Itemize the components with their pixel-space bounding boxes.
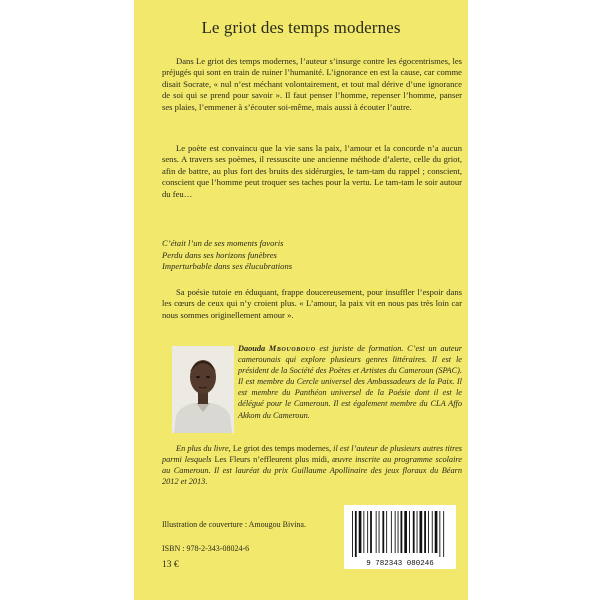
- barcode-graphic: [344, 505, 456, 569]
- barcode-bar: [382, 511, 384, 553]
- back-cover: [134, 0, 468, 600]
- price: 13 €: [162, 560, 179, 570]
- barcode-bar: [391, 511, 392, 553]
- author-bio-text: C’est un auteur camerounais qui explore plusieurs genres littéraires. Il est le président de la Société des Poètes et Artistes du Cameroun (SPAC). Il est membre du Cercle universel des Ambassadeurs de la Paix. Il est membre du Panthéon universel de la Poésie dont il est le délégué pour le Cameroun. Il est également membre du CLA Affo Akkom du Cameroun.: [238, 344, 462, 420]
- poem-excerpt: [162, 238, 462, 273]
- barcode-bar: [404, 511, 407, 553]
- illustration-credit: Illustration de couverture : Amougou Bivina.: [162, 520, 306, 529]
- barcode-bar: [428, 511, 429, 553]
- barcode: [344, 505, 456, 569]
- barcode-bar: [417, 511, 418, 553]
- isbn: ISBN : 978-2-343-08024-6: [162, 544, 250, 553]
- author-bio-intro: est juriste de formation.: [315, 344, 404, 353]
- barcode-bar: [376, 511, 377, 553]
- author-photo: [172, 346, 234, 433]
- book-reference: Les Fleurs n’effleurent plus midi: [214, 455, 328, 465]
- other-works-paragraph: En plus du livre, Le griot des temps modernes, il est l’auteur de plusieurs autres titres parmi lesquels Les Fleurs n’effleurent plus midi, œuvre inscrite au programme scolaire au Cameroun. Il est lauréat du prix Guillaume Apollinaire des jeux floraux du Béarn 2012 et 2013.: [162, 444, 462, 487]
- barcode-bar: [432, 511, 433, 553]
- barcode-bar: [443, 511, 444, 557]
- barcode-bar: [370, 511, 372, 553]
- barcode-bar: [367, 511, 368, 553]
- poem-line: C’était l’un de ses moments favoris: [162, 238, 284, 248]
- barcode-bar: [439, 511, 440, 557]
- poem-line: Imperturbable dans ses élucubrations: [162, 261, 293, 272]
- barcode-bar: [420, 511, 423, 553]
- barcode-bar: [379, 511, 380, 553]
- synopsis-paragraph-3: Sa poésie tutoie en éduquant, frappe doucereusement, pour insuffler l’espoir dans les cœurs de ceux qui n’y croient plus. « L’amour, la paix vit en nous pas très loin car nous sommes originellement amour ».: [162, 287, 462, 320]
- barcode-number: 9 782343 080246: [366, 560, 434, 568]
- synopsis-paragraph-1: Dans Le griot des temps modernes, l’auteur s’insurge contre les égocentrismes, les préjugés qui sont en train de ruiner l’humanité. L’ignorance en est la cause, car comme disait Socrate, « nul n’est méchant volontairement, et tout mal dérive d’une ignorance de soi qui se prend pour savoir ». Il faut penser l’homme, repenser l’homme, panser ses plaies, l’emmener à s’écouter soi-même, mais aussi à écouter l’autre.: [162, 56, 462, 112]
- author-bio: [238, 343, 462, 421]
- barcode-bar: [435, 511, 438, 553]
- book-reference: Le griot des temps modernes: [232, 444, 329, 453]
- poem-line: Perdu dans ses horizons funèbres: [162, 249, 277, 260]
- barcode-bar: [355, 511, 357, 557]
- barcode-bar: [398, 511, 399, 553]
- barcode-bar: [386, 511, 387, 553]
- book-title: Le griot des temps modernes: [201, 18, 401, 37]
- barcode-bar: [395, 511, 396, 553]
- barcode-bar: [409, 511, 410, 553]
- barcode-bar: [401, 511, 403, 553]
- author-last-name: Mbouobouo: [268, 344, 316, 353]
- barcode-bar: [424, 511, 426, 553]
- barcode-bar: [413, 511, 415, 553]
- barcode-bar: [363, 511, 364, 553]
- synopsis-paragraph-2: Le poète est convaincu que la vie sans la paix, l’amour et la concorde n’a aucun sens. A travers ses poèmes, il ressuscite une ancienne méthode d’alerte, celle du griot, afin de battre, au plus fort des bruits des sidérurgies, le tam-tam du rappel ; conscient, conscient que l’homme peut troquer ses taches pour la vertu. Le tam-tam le soir autour du feu…: [162, 143, 462, 199]
- author-first-name: Daouda: [238, 344, 266, 353]
- barcode-bar: [352, 511, 353, 557]
- barcode-bar: [359, 511, 362, 553]
